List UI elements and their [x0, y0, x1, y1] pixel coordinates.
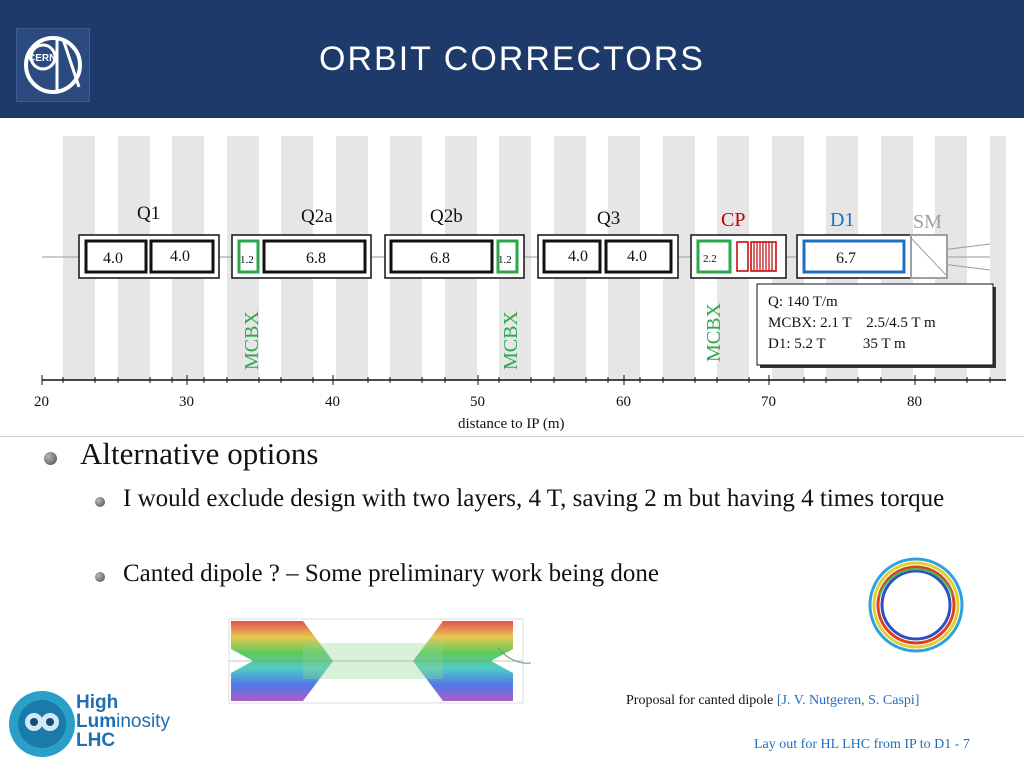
hl-line3: LHC — [76, 730, 116, 751]
magnet-value: 6.8 — [306, 250, 326, 267]
layout-diagram-svg — [0, 118, 1024, 436]
slide-footer: Lay out for HL LHC from IP to D1 - 7 — [754, 737, 970, 752]
info-line: Q: 140 T/m — [768, 294, 838, 310]
tick-label: 40 — [325, 394, 340, 410]
magnet-q1 — [79, 235, 219, 278]
force-plot-image — [213, 613, 531, 713]
label-sm: SM — [913, 211, 942, 233]
tick-label: 30 — [179, 394, 194, 410]
magnet-value: 4.0 — [568, 248, 588, 265]
x-axis-label: distance to IP (m) — [458, 416, 565, 432]
caption-text: Proposal for canted dipole — [626, 693, 777, 708]
hl-line2-light: inosity — [116, 711, 170, 732]
mcbx-label: MCBX — [500, 311, 522, 370]
magnet-value: 6.7 — [836, 250, 856, 267]
tick-label: 20 — [34, 394, 49, 410]
bullet-icon — [44, 452, 57, 465]
magnet-value: 2.2 — [703, 253, 717, 265]
bullet-icon — [95, 497, 105, 507]
tick-label: 50 — [470, 394, 485, 410]
magnet-q2a — [232, 235, 371, 278]
hl-line2 — [76, 712, 170, 731]
label-q2a: Q2a — [301, 206, 333, 227]
bullet-level2: I would exclude design with two layers, 4 T, saving 2 m but having 4 times torque — [123, 485, 945, 512]
canted-dipole-image — [866, 555, 966, 655]
x-axis — [34, 375, 1006, 432]
mcbx-label: MCBX — [241, 311, 263, 370]
cern-logo-text: CERN — [28, 53, 57, 64]
magnet-value: 4.0 — [103, 250, 123, 267]
magnet-value: 1.2 — [240, 254, 254, 266]
hl-line2-bold: Lum — [76, 711, 117, 732]
magnet-sm — [911, 235, 947, 278]
layout-diagram — [0, 118, 1024, 437]
figure-caption — [626, 693, 919, 709]
magnet-value: 6.8 — [430, 250, 450, 267]
info-box — [757, 284, 996, 368]
mcbx-label: MCBX — [703, 303, 725, 362]
info-line: MCBX: 2.1 T 2.5/4.5 T m — [768, 315, 936, 331]
slide-header — [0, 0, 1024, 118]
label-q3: Q3 — [597, 208, 621, 229]
caption-reference: [J. V. Nutgeren, S. Caspi] — [776, 693, 920, 708]
tick-label: 70 — [761, 394, 776, 410]
hl-line1: High — [76, 692, 119, 713]
bullet-level1: Alternative options — [80, 436, 319, 471]
label-cp: CP — [721, 209, 746, 231]
tick-label: 80 — [907, 394, 922, 410]
label-d1: D1 — [830, 209, 855, 231]
magnet-d1 — [797, 235, 911, 278]
magnet-value: 1.2 — [498, 254, 512, 266]
hl-lhc-wordmark — [76, 693, 170, 750]
magnet-q3 — [538, 235, 678, 278]
label-q1: Q1 — [137, 203, 161, 224]
magnet-value: 4.0 — [170, 248, 190, 265]
bullet-level2: Canted dipole ? – Some preliminary work being done — [123, 560, 659, 587]
tick-label: 60 — [616, 394, 631, 410]
info-line: D1: 5.2 T 35 T m — [768, 336, 906, 352]
corrector-package-lines — [754, 242, 772, 271]
label-q2b: Q2b — [430, 206, 463, 227]
bullet-icon — [95, 572, 105, 582]
magnet-q2b — [385, 235, 524, 278]
magnet-cp — [691, 235, 786, 278]
page-title: ORBIT CORRECTORS — [319, 40, 705, 78]
magnet-value: 4.0 — [627, 248, 647, 265]
